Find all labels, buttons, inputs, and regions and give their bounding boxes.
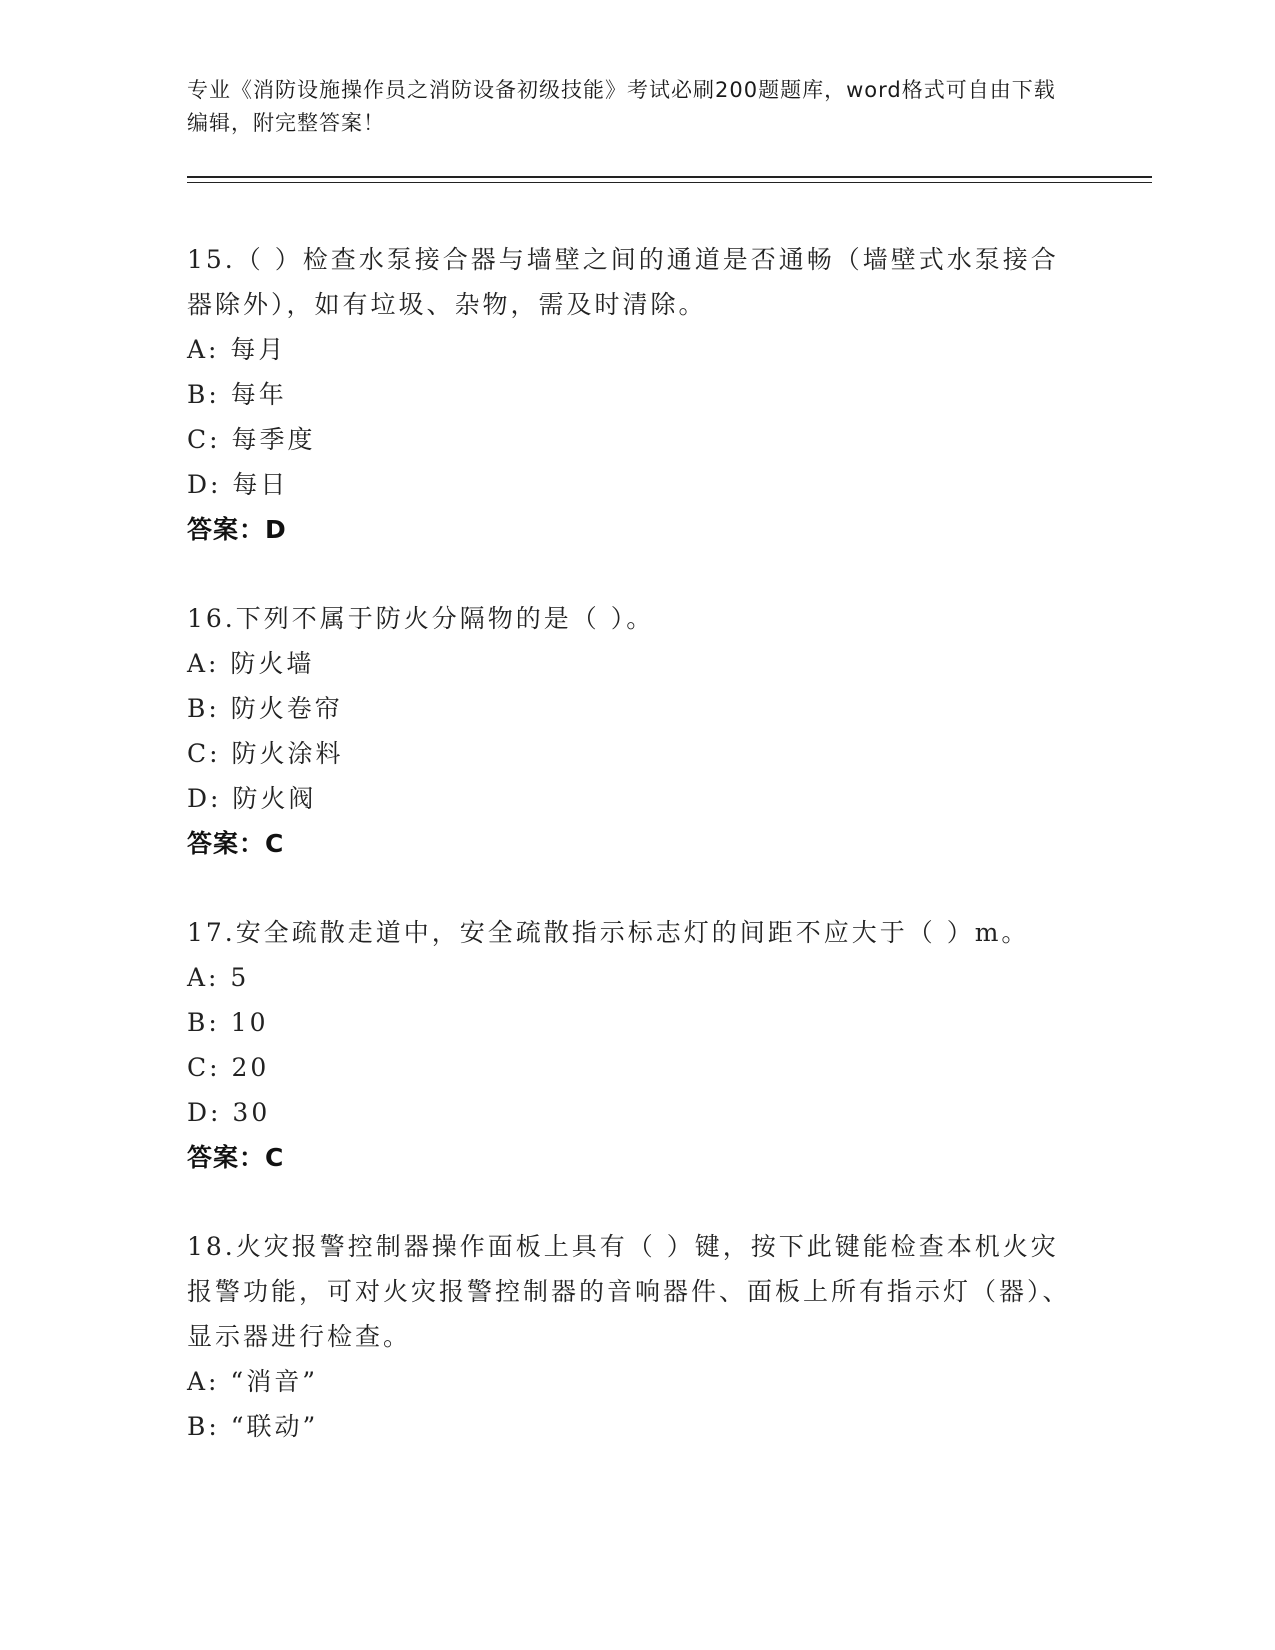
option-d: D: 每日: [187, 470, 289, 499]
question-text: 17.安全疏散走道中，安全疏散指示标志灯的间距不应大于（ ）m。: [187, 918, 1030, 947]
option-a: A: 5: [187, 963, 250, 992]
option-b: B: “联动”: [187, 1412, 319, 1441]
header-divider-thick: [187, 176, 1152, 178]
answer-label: 答案：C: [187, 1143, 285, 1172]
option-b: B: 防火卷帘: [187, 694, 343, 723]
option-d: D: 30: [187, 1098, 271, 1127]
question-text: 15.（ ）检查水泵接合器与墙壁之间的通道是否通畅（墙壁式水泵接合器除外），如有垃圾、杂物，需及时清除。: [187, 245, 1059, 319]
option-c: C: 防火涂料: [187, 739, 344, 768]
question-text: 18.火灾报警控制器操作面板上具有（ ）键，按下此键能检查本机火灾报警功能，可对火灾报警控制器的音响器件、面板上所有指示灯（器）、显示器进行检查。: [187, 1232, 1071, 1351]
option-a: A: 防火墙: [187, 649, 315, 678]
document-header: 专业《消防设施操作员之消防设备初级技能》考试必刷200题题库，word格式可自由下载编辑，附完整答案！: [187, 78, 1056, 135]
answer-label: 答案：C: [187, 829, 285, 858]
question-18: [187, 1224, 1077, 1449]
option-a: A: “消音”: [187, 1367, 318, 1396]
answer-label: 答案：D: [187, 515, 287, 544]
question-17: [187, 910, 1077, 1180]
question-text: 16.下列不属于防火分隔物的是（ ）。: [187, 604, 655, 633]
question-list: [187, 237, 1077, 1493]
question-16: [187, 596, 1077, 866]
option-c: C: 20: [187, 1053, 270, 1082]
option-d: D: 防火阀: [187, 784, 317, 813]
header-divider-thin: [187, 182, 1152, 183]
option-b: B: 每年: [187, 380, 287, 409]
question-15: [187, 237, 1077, 552]
option-a: A: 每月: [187, 335, 287, 364]
option-c: C: 每季度: [187, 425, 316, 454]
option-b: B: 10: [187, 1008, 269, 1037]
